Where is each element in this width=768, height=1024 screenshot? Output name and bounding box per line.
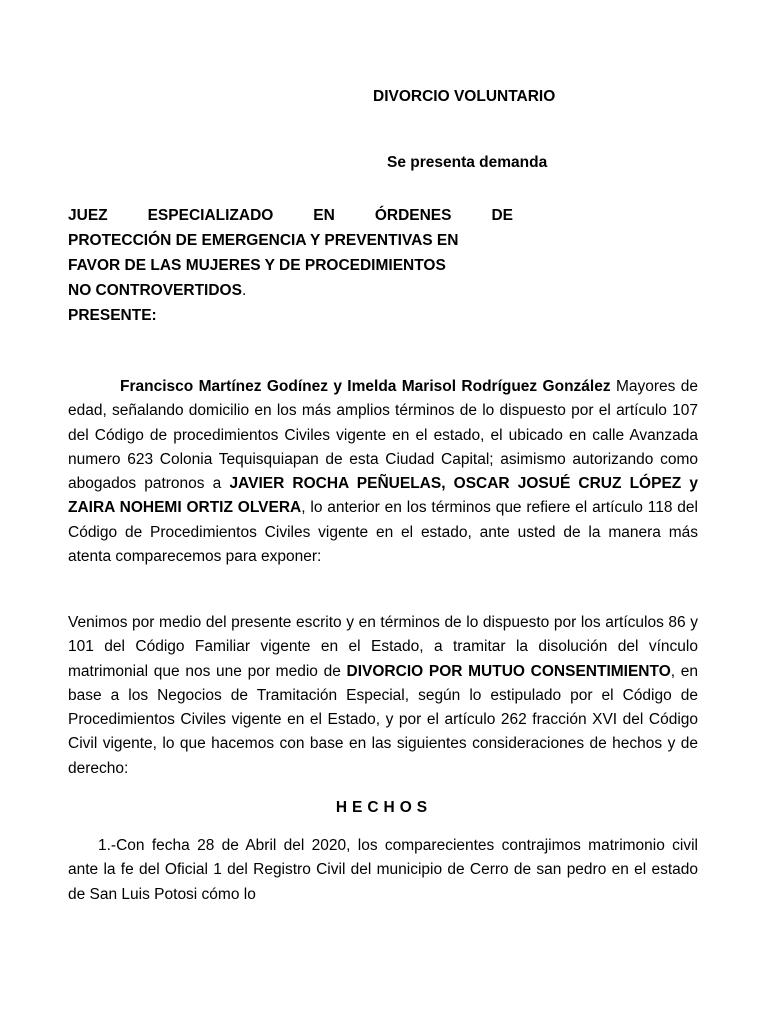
addressee-word: ÓRDENES — [374, 207, 452, 224]
paragraph-text: 1.-Con fecha 28 de Abril del 2020, los comparecientes contrajimos matrimonio civil ante la fe del Oficial 1 del Registro Civil del municipio de Cerro de san pedro en el estado de San Luis Potosi cómo lo — [68, 837, 698, 903]
addressee-block — [68, 203, 513, 328]
paragraph-hecho-1 — [68, 834, 698, 907]
paragraph-solicitud — [68, 611, 698, 781]
section-heading-hechos: HECHOS — [335, 799, 433, 816]
addressee-line-2: PROTECCIÓN DE EMERGENCIA Y PREVENTIVAS EN — [68, 232, 459, 249]
divorce-type: DIVORCIO POR MUTUO CONSENTIMIENTO — [346, 662, 671, 680]
paragraph-text: Venimos por medio del presente escrito y en términos de lo dispuesto por los artículos 86 y 101 del Código Familiar vigente en el Estado, a tramitar la disolución del vínculo matrimonial que nos une por medio de — [68, 614, 698, 680]
addressee-line-4-text: NO CONTROVERTIDOS — [68, 282, 242, 299]
document-subtitle: Se presenta demanda — [387, 154, 548, 171]
addressee-word: DE — [491, 207, 513, 224]
paragraph-text: Mayores de edad, señalando domicilio en los más amplios términos de lo dispuesto por el artículo 107 del Código de procedimientos Civiles vigente en el estado, el ubicado en calle Avanzada numero 623 Colonia Tequisquiapan de esta Ciudad Capital; asimismo autorizando como abogados patronos a — [68, 378, 698, 493]
lawyer-names: JAVIER ROCHA PEÑUELAS, OSCAR JOSUÉ CRUZ LÓPEZ y ZAIRA NOHEMI ORTIZ OLVERA — [68, 475, 699, 517]
document-title: DIVORCIO VOLUNTARIO — [373, 88, 556, 105]
addressee-line-4 — [68, 278, 513, 303]
addressee-word: JUEZ — [68, 207, 108, 224]
addressee-word: ESPECIALIZADO — [147, 207, 274, 224]
presente-label: PRESENTE: — [68, 307, 157, 324]
paragraph-comparecientes — [68, 375, 698, 569]
paragraph-text: , en base a los Negocios de Tramitación Especial, según lo estipulado por el Código de Procedimientos Civiles vigente en el Estado, y por el artículo 262 fracción XVI del Código Civil vigente, lo que hacemos con base en las siguientes consideraciones de hechos y de derecho: — [68, 662, 698, 777]
addressee-line-3: FAVOR DE LAS MUJERES Y DE PROCEDIMIENTOS — [68, 257, 446, 274]
addressee-line-1 — [68, 203, 513, 228]
addressee-word: EN — [313, 207, 335, 224]
addressee-line-4-period: . — [241, 282, 247, 299]
petitioner-names: Francisco Martínez Godínez y Imelda Marisol Rodríguez González — [120, 378, 611, 395]
paragraph-text: , lo anterior en los términos que refiere el artículo 118 del Código de Procedimientos Civiles vigente en el estado, ante usted de la manera más atenta comparecemos para exponer: — [68, 499, 698, 566]
